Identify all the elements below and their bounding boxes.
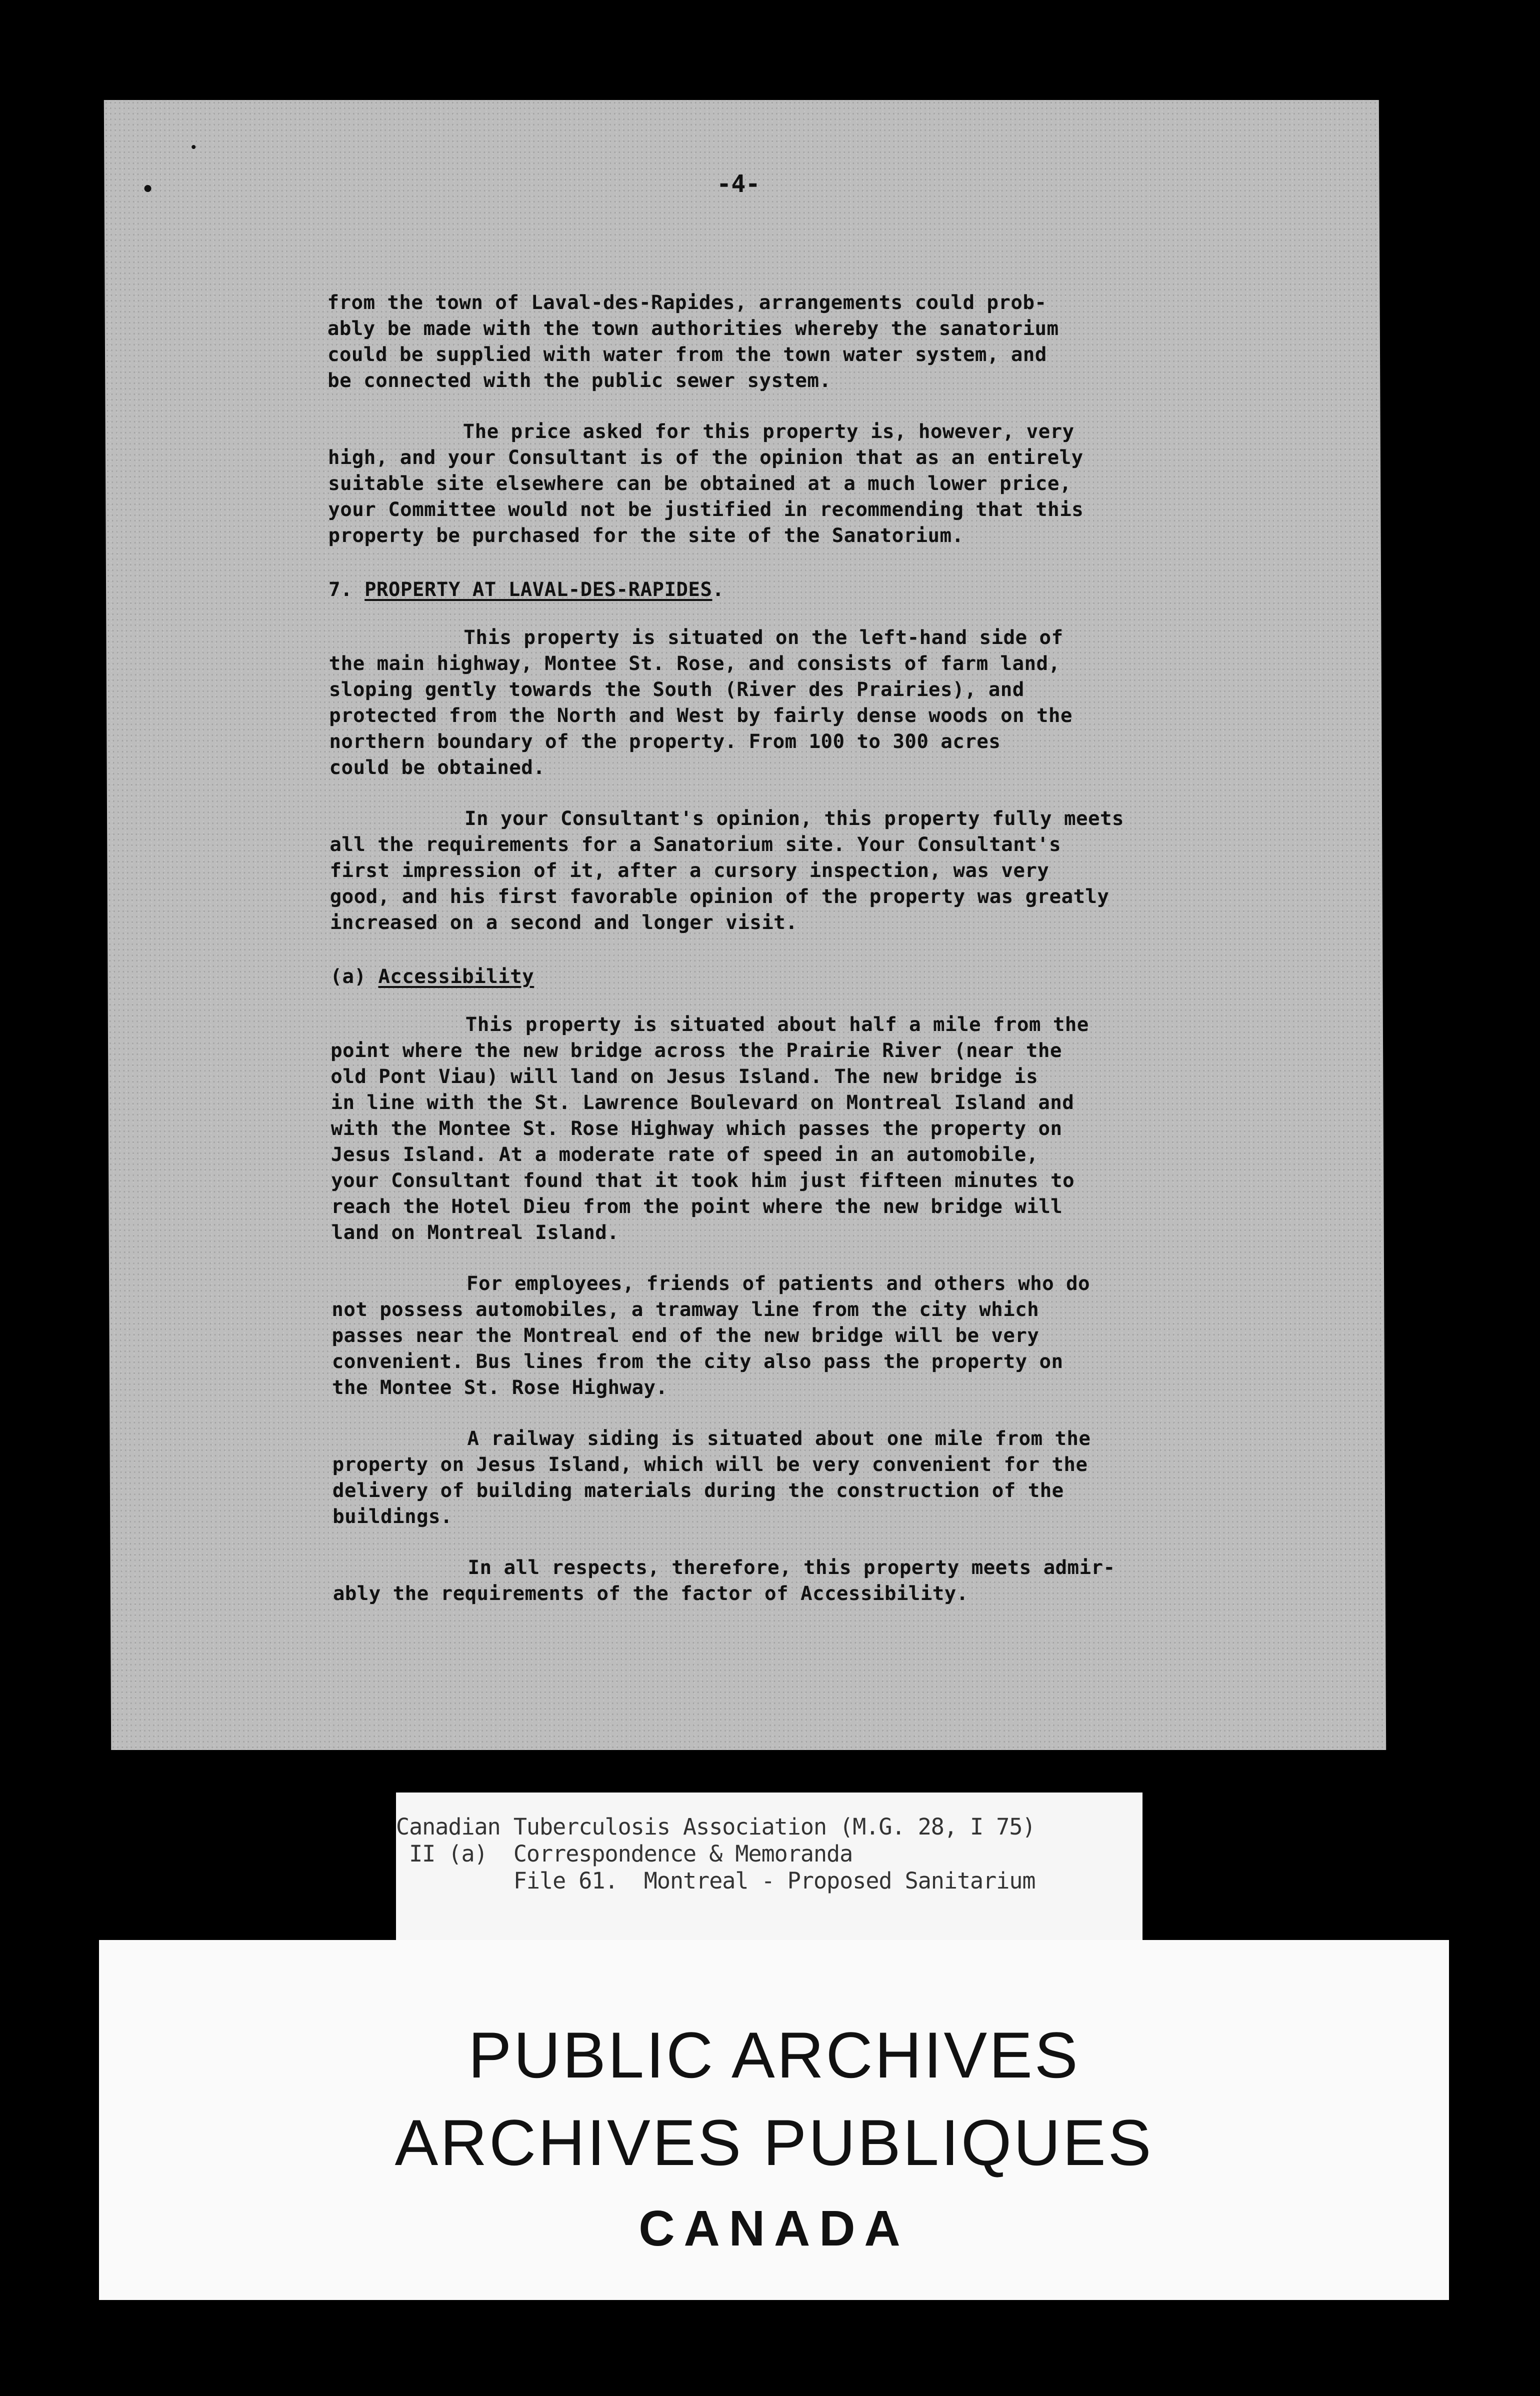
page-number: -4- [716, 170, 760, 198]
catalog-label [396, 1792, 1142, 1942]
paragraph: from the town of Laval-des-Rapides, arrangements could prob- ably be made with the town authorities whereby the sanatorium could be supplied with water from the town water system, and be connected with the public sewer system. [327, 292, 1059, 392]
document-page [104, 100, 1386, 1750]
catalog-label-line-2: II (a) Correspondence & Memoranda [396, 1840, 853, 1867]
section-title: PROPERTY AT LAVAL-DES-RAPIDES [364, 578, 712, 601]
section-heading [328, 577, 1328, 603]
speck-mark [144, 185, 152, 192]
paragraph: In all respects, therefore, this property meets admir- ably the requirements of the factor of Accessibility. [332, 1556, 1116, 1605]
paragraph: The price asked for this property is, however, very high, and your Consultant is of the opinion that as an entirely suitable site elsewhere can be obtained at a much lower price, your Committee would not be justified in recommending that this property be purchased for the site of the Sanatorium. [328, 420, 1084, 547]
paragraph: This property is situated on the left-hand side of the main highway, Montee St. Rose, and consists of farm land, sloping gently towards the South (River des Prairies), and protected from the North and West by fairly dense woods on the northern boundary of the property. From 100 to 300 acres could be obtained. [328, 626, 1073, 779]
section-number: 7. [328, 578, 353, 601]
archives-stamp-line-1: PUBLIC ARCHIVES [468, 2018, 1080, 2092]
paragraph: A railway siding is situated about one mile from the property on Jesus Island, which will be very convenient for the delivery of building materials during the construction of the buildings. [332, 1428, 1091, 1528]
subheading [330, 964, 1330, 990]
document-body [327, 290, 1333, 1632]
speck-mark [192, 145, 196, 149]
archives-stamp-line-2: ARCHIVES PUBLIQUES [394, 2106, 1154, 2179]
archives-stamp-line-3: CANADA [638, 2200, 910, 2256]
catalog-label-line-3: File 61. Montreal - Proposed Sanitarium [396, 1868, 1036, 1894]
subheading-title: Accessibility [378, 966, 534, 988]
paragraph: This property is situated about half a mile from the point where the new bridge across the Prairie River (near the old Pont Viau) will land on Jesus Island. The new bridge is in line with the St. Lawrence Boulevard on Montreal Island and with the Montee St. Rose Highway which passes the property on Jesus Island. At a moderate rate of speed in an automobile, your Consultant found that it took him just fifteen minutes to reach the Hotel Dieu from the point where the new bridge will land on Montreal Island. [330, 1014, 1089, 1244]
paragraph: In your Consultant's opinion, this property fully meets all the requirements for a Sanatorium site. Your Consultant's first impression of it, after a cursory inspection, was very good, and his first favorable opinion of the property was greatly increased on a second and longer visit. [330, 808, 1124, 934]
catalog-label-line-1: Canadian Tuberculosis Association (M.G. 28, I 75) [396, 1814, 1036, 1840]
section-title-end: . [712, 578, 724, 601]
archives-stamp [99, 1940, 1449, 2300]
paragraph: For employees, friends of patients and others who do not possess automobiles, a tramway line from the city which passes near the Montreal end of the new bridge will be very convenient. Bus lines from the city also pass the property on the Montee St. Rose Highway. [332, 1272, 1090, 1399]
subheading-marker: (a) [330, 966, 366, 988]
